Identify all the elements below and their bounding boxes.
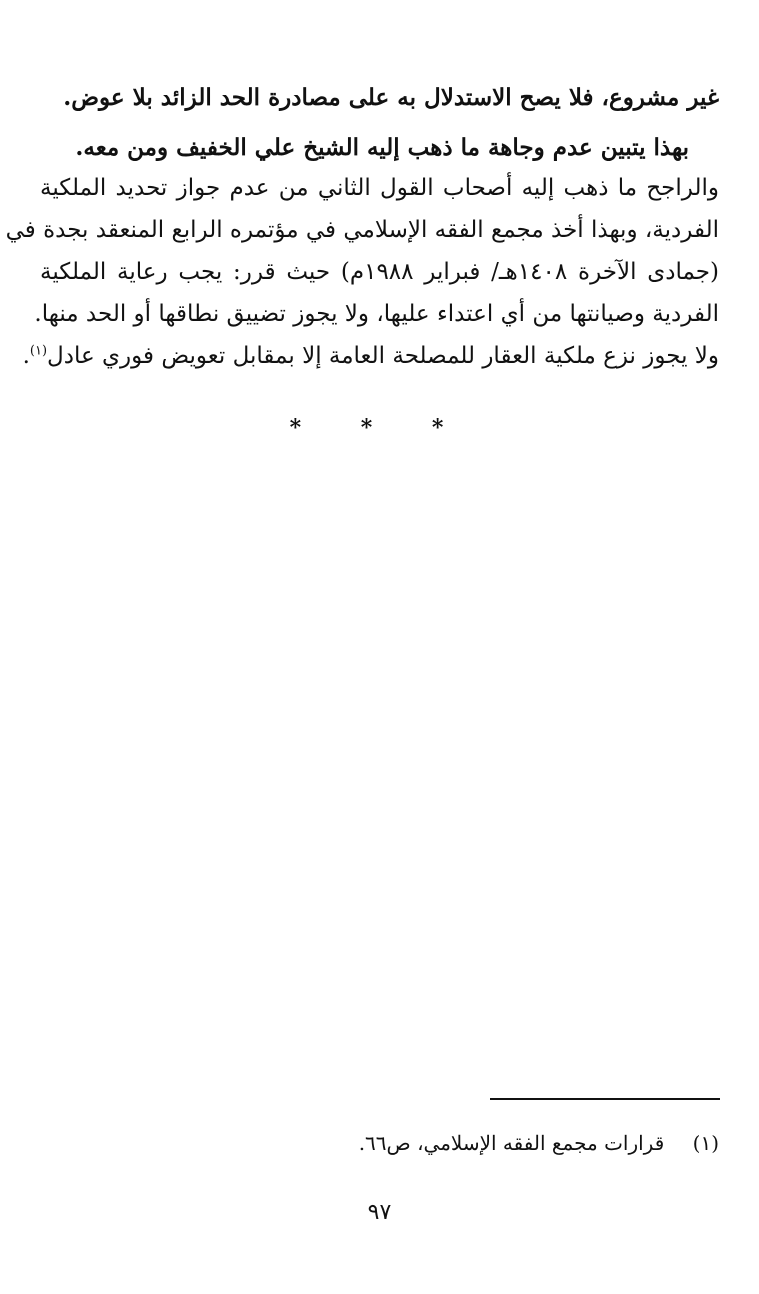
paragraph-line-7-period: . — [22, 343, 30, 369]
paragraph-line-4: الفردية، وبهذا أخذ مجمع الفقه الإسلامي في مؤتمره الرابع المنعقد بجدة في — [5, 217, 719, 243]
footnote-divider — [490, 1098, 720, 1100]
footnote — [359, 1131, 719, 1155]
paragraph-line-6: الفردية وصيانتها من أي اعتداء عليها، ولا يجوز تضييق نطاقها أو الحد منها. — [34, 301, 719, 327]
footnote-reference: (١) — [29, 343, 48, 359]
paragraph-line-7-text: ولا يجوز نزع ملكية العقار للمصلحة العامة إلا بمقابل تعويض فوري عادل — [47, 343, 719, 369]
paragraph-line-5: (جمادى الآخرة ١٤٠٨هـ/ فبراير ١٩٨٨م) حيث قرر: يجب رعاية الملكية — [40, 259, 719, 285]
paragraph-line-1: غير مشروع، فلا يصح الاستدلال به على مصادرة الحد الزائد بلا عوض. — [63, 84, 719, 111]
paragraph-line-7 — [22, 336, 719, 376]
section-separator: * * * — [289, 415, 470, 441]
footnote-text: قرارات مجمع الفقه الإسلامي، ص٦٦. — [358, 1131, 665, 1155]
page-number: ٩٧ — [367, 1200, 392, 1225]
footnote-number: (١) — [692, 1131, 719, 1155]
paragraph-line-2: بهذا يتبين عدم وجاهة ما ذهب إليه الشيخ علي الخفيف ومن معه. — [75, 134, 689, 161]
paragraph-line-3: والراجح ما ذهب إليه أصحاب القول الثاني من عدم جواز تحديد الملكية — [40, 175, 719, 201]
